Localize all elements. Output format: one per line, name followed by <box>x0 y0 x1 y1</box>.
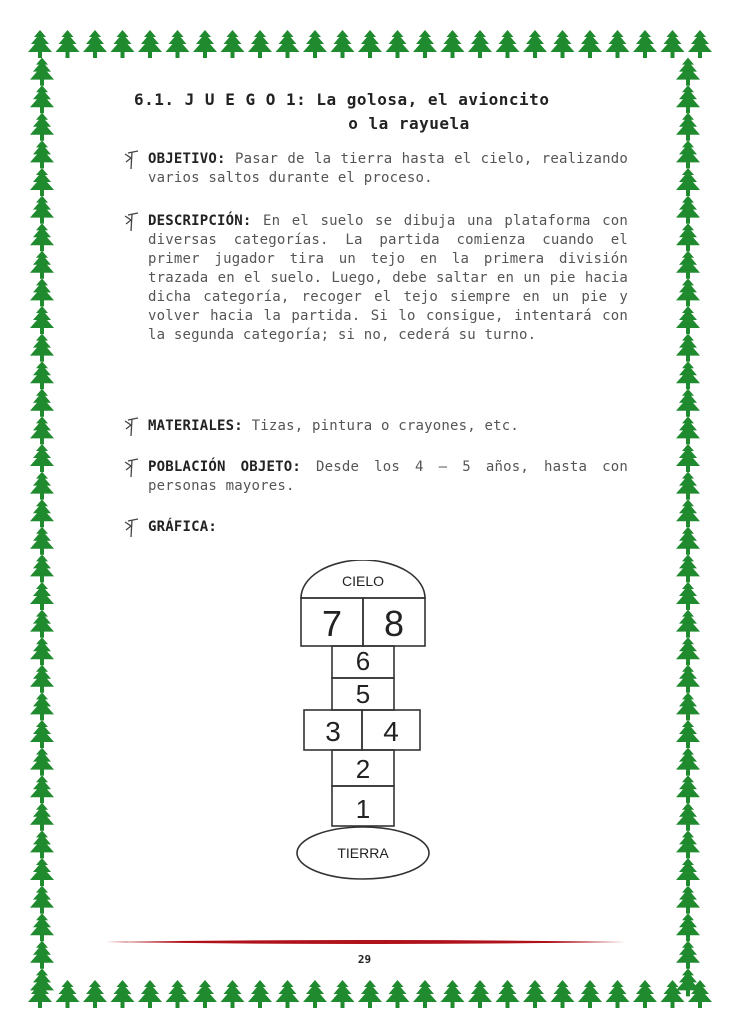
tree-icon <box>358 980 382 1008</box>
tree-icon <box>30 196 54 224</box>
grafica-section <box>122 518 628 537</box>
tree-icon <box>358 30 382 58</box>
tree-icon <box>193 980 217 1008</box>
cell-8: 8 <box>383 603 405 644</box>
tree-icon <box>30 306 54 334</box>
tree-icon <box>676 582 700 610</box>
tree-icon <box>30 140 54 168</box>
tree-icon <box>551 30 575 58</box>
tree-icon <box>303 30 327 58</box>
descripcion-label: DESCRIPCIÓN: <box>148 213 252 229</box>
tree-icon <box>676 85 700 113</box>
tree-icon <box>633 30 657 58</box>
tree-icon <box>30 665 54 693</box>
tree-icon <box>111 980 135 1008</box>
tree-icon <box>331 30 355 58</box>
materiales-label: MATERIALES: <box>148 418 243 434</box>
tree-icon <box>523 30 547 58</box>
tree-icon <box>30 554 54 582</box>
tree-icon <box>30 830 54 858</box>
cielo-label: CIELO <box>341 573 385 589</box>
objetivo-section <box>122 150 628 188</box>
descripcion-section <box>122 212 628 345</box>
cell-6: 6 <box>355 646 371 676</box>
tree-icon <box>676 748 700 776</box>
tree-icon <box>303 980 327 1008</box>
tree-icon <box>30 637 54 665</box>
tree-icon <box>676 665 700 693</box>
tree-icon <box>676 196 700 224</box>
tree-icon <box>676 444 700 472</box>
tree-icon <box>578 30 602 58</box>
poblacion-section <box>122 458 628 496</box>
tree-icon <box>83 30 107 58</box>
poblacion-text: Desde los 4 – 5 años, hasta con personas mayores. <box>148 459 628 494</box>
objetivo-text: Pasar de la tierra hasta el cielo, realizando varios saltos durante el proceso. <box>148 151 628 186</box>
tree-icon <box>56 980 80 1008</box>
tree-icon <box>30 913 54 941</box>
tree-icon <box>441 30 465 58</box>
grafica-label: GRÁFICA: <box>148 519 218 535</box>
materiales-text: Tizas, pintura o crayones, etc. <box>251 418 520 434</box>
tree-icon <box>676 610 700 638</box>
tree-icon <box>676 306 700 334</box>
cell-1: 1 <box>355 794 371 824</box>
dancer-bullet-icon <box>122 150 142 170</box>
dancer-bullet-icon <box>122 458 142 478</box>
tree-icon <box>676 775 700 803</box>
tree-icon <box>676 58 700 86</box>
tree-icon <box>661 30 685 58</box>
poblacion-label: POBLACIÓN OBJETO: <box>148 459 302 475</box>
cell-5: 5 <box>355 679 371 709</box>
tierra-label: TIERRA <box>337 845 389 861</box>
tree-icon <box>30 858 54 886</box>
tree-icon <box>166 980 190 1008</box>
tree-icon <box>30 168 54 196</box>
tree-icon <box>28 30 52 58</box>
tree-icon <box>30 113 54 141</box>
tree-icon <box>30 499 54 527</box>
tree-icon <box>30 803 54 831</box>
tree-icon <box>30 775 54 803</box>
tree-icon <box>276 30 300 58</box>
tree-icon <box>676 554 700 582</box>
tree-icon <box>523 980 547 1008</box>
tree-icon <box>676 334 700 362</box>
tree-icon <box>30 720 54 748</box>
tree-icon <box>30 278 54 306</box>
tree-icon <box>413 30 437 58</box>
descripcion-text: En el suelo se dibuja una plataforma con diversas categorías. La partida comienza cuando el primer jugador tira un tejo en la primera división trazada en el suelo. Luego, debe saltar en un pie hacia dicha categoría, recoger el tejo siempre en un pie y volver hacia la partida. Si lo consigue, intentará con la segunda categoría; si no, cederá su turno. <box>148 213 628 343</box>
tree-icon <box>30 582 54 610</box>
tree-icon <box>676 803 700 831</box>
tree-icon <box>468 980 492 1008</box>
tree-icon <box>30 444 54 472</box>
title-line-2: o la rayuela <box>348 114 470 133</box>
dancer-bullet-icon <box>122 518 142 538</box>
tree-icon <box>676 720 700 748</box>
tree-icon <box>221 980 245 1008</box>
tree-icon <box>193 30 217 58</box>
tree-icon <box>676 527 700 555</box>
tree-icon <box>496 980 520 1008</box>
tree-icon <box>468 30 492 58</box>
tree-icon <box>30 389 54 417</box>
tree-icon <box>676 251 700 279</box>
page-number: 29 <box>357 953 372 966</box>
tree-icon <box>30 748 54 776</box>
tree-icon <box>30 251 54 279</box>
materiales-section <box>122 417 628 436</box>
tree-icon <box>676 416 700 444</box>
tree-icon <box>248 980 272 1008</box>
tree-icon <box>441 980 465 1008</box>
tree-icon <box>30 416 54 444</box>
tree-icon <box>111 30 135 58</box>
tree-icon <box>676 361 700 389</box>
dancer-bullet-icon <box>122 417 142 437</box>
tree-icon <box>606 980 630 1008</box>
tree-icon <box>676 389 700 417</box>
tree-icon <box>30 58 54 86</box>
tree-icon <box>676 113 700 141</box>
tree-icon <box>248 30 272 58</box>
tree-icon <box>606 30 630 58</box>
tree-icon <box>676 858 700 886</box>
dancer-bullet-icon <box>122 212 142 232</box>
tree-icon <box>331 980 355 1008</box>
tree-icon <box>676 913 700 941</box>
tree-icon <box>56 30 80 58</box>
tree-icon <box>496 30 520 58</box>
tree-icon <box>676 223 700 251</box>
tree-icon <box>676 499 700 527</box>
hopscotch-diagram <box>286 560 442 885</box>
tree-icon <box>676 637 700 665</box>
tree-icon <box>30 85 54 113</box>
tree-icon <box>676 830 700 858</box>
tree-icon <box>413 980 437 1008</box>
tree-icon <box>30 223 54 251</box>
tree-icon <box>30 610 54 638</box>
cell-3: 3 <box>325 716 341 747</box>
cell-4: 4 <box>383 716 399 747</box>
tree-icon <box>386 980 410 1008</box>
tree-icon <box>221 30 245 58</box>
tree-icon <box>551 980 575 1008</box>
objetivo-label: OBJETIVO: <box>148 151 226 167</box>
tree-icon <box>30 527 54 555</box>
tree-icon <box>688 30 712 58</box>
tree-icon <box>676 140 700 168</box>
tree-icon <box>83 980 107 1008</box>
tree-icon <box>633 980 657 1008</box>
tree-icon <box>578 980 602 1008</box>
tree-icon <box>30 692 54 720</box>
tree-icon <box>30 472 54 500</box>
tree-icon <box>676 168 700 196</box>
tree-icon <box>30 334 54 362</box>
cell-2: 2 <box>355 754 371 784</box>
cell-7: 7 <box>321 603 343 644</box>
tree-icon <box>138 980 162 1008</box>
tree-icon <box>138 30 162 58</box>
tree-icon <box>30 361 54 389</box>
tree-icon <box>676 692 700 720</box>
tree-icon <box>676 886 700 914</box>
tree-icon <box>166 30 190 58</box>
page-title <box>134 88 624 136</box>
title-line-1: 6.1. J U E G O 1: La golosa, el avioncito <box>134 90 550 109</box>
tree-icon <box>676 472 700 500</box>
tree-icon <box>386 30 410 58</box>
footer-divider <box>106 935 626 949</box>
tree-icon <box>661 980 685 1008</box>
tree-icon <box>676 278 700 306</box>
tree-icon <box>30 886 54 914</box>
tree-icon <box>276 980 300 1008</box>
